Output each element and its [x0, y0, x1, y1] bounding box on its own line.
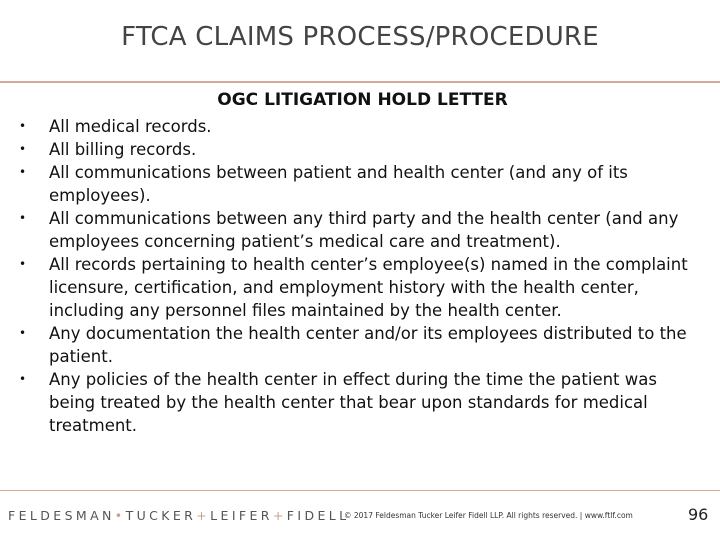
bullet-icon: •: [19, 326, 27, 340]
logo-part: TUCKER: [125, 508, 197, 523]
list-item: [19, 207, 699, 253]
list-item-text: All communications between patient and health center (and any of its employees).: [49, 163, 628, 205]
logo-separator: +: [272, 508, 287, 523]
logo-separator: •: [114, 508, 126, 523]
list-item: [19, 368, 699, 437]
bullet-icon: •: [19, 165, 27, 179]
list-item: [19, 322, 699, 368]
firm-logo: [8, 508, 350, 523]
bullet-icon: •: [19, 257, 27, 271]
logo-separator: +: [196, 508, 211, 523]
list-item: [19, 115, 699, 138]
list-item: [19, 138, 699, 161]
bullet-icon: •: [19, 119, 27, 133]
list-item-text: Any policies of the health center in effect during the time the patient was being treated by the health center that bear upon standards for medical treatment.: [49, 370, 657, 435]
slide-subtitle: OGC LITIGATION HOLD LETTER: [217, 90, 508, 110]
list-item-text: All records pertaining to health center’s employee(s) named in the complaint licensure, certification, and employment history with the health center, including any personnel files maintained by the health center.: [49, 255, 688, 320]
page-number: 96: [688, 505, 709, 524]
bullet-icon: •: [19, 142, 27, 156]
slide-title: FTCA CLAIMS PROCESS/PROCEDURE: [121, 22, 599, 52]
list-item: [19, 253, 699, 322]
copyright-notice: © 2017 Feldesman Tucker Leifer Fidell LLP. All rights reserved. | www.ftlf.com: [344, 511, 633, 520]
list-item: [19, 161, 699, 207]
list-item-text: All medical records.: [49, 117, 212, 136]
list-item-text: All communications between any third party and the health center (and any employees concerning patient’s medical care and treatment).: [49, 209, 679, 251]
bullet-list: [19, 115, 699, 437]
logo-part: FELDESMAN: [8, 508, 115, 523]
logo-part: FIDELL: [286, 508, 350, 523]
logo-part: LEIFER: [210, 508, 273, 523]
footer-divider: [0, 490, 720, 491]
bullet-icon: •: [19, 211, 27, 225]
title-divider: [0, 81, 720, 83]
list-item-text: Any documentation the health center and/or its employees distributed to the patient.: [49, 324, 687, 366]
bullet-icon: •: [19, 372, 27, 386]
list-item-text: All billing records.: [49, 140, 197, 159]
